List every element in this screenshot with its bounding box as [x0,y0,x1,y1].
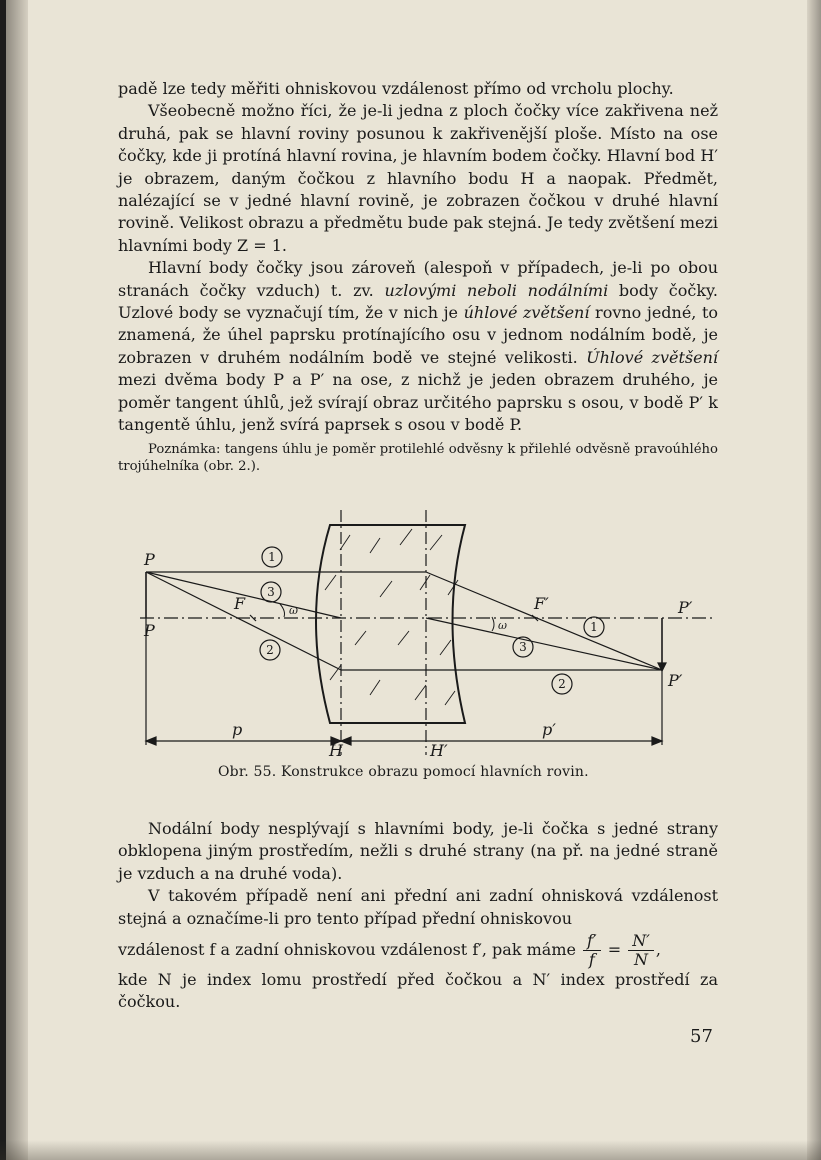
term-angular-magnification: úhlové zvětšení [463,303,590,323]
label-F-prime: F′ [534,594,549,613]
label-P-left-axis: P [144,621,155,640]
lens-diagram [130,505,720,790]
svg-text:1: 1 [590,620,598,634]
label-P-prime-lower: P′ [668,671,683,690]
label-H: H [329,741,343,760]
svg-text:3: 3 [519,640,527,654]
page-edge [807,0,821,1160]
ray-1b [426,572,662,670]
label-omega-right: ω [498,619,507,632]
svg-text:3: 3 [267,585,275,599]
paragraph-2: Všeobecně možno říci, že je-li jedna z ploch čočky více zakřivena než druhá, pak se hlavní roviny posunou k zakřivenější ploše. Místo na ose čočky, kde ji protíná hlavní rovina, je hlavním bodem čočky. Hlavní bod H′ je obrazem, daným čočkou z hlavního bodu H a naopak. Předmět, nalézající se v jedné hlavní rovině, je zobrazen čočkou v druhé hlavní rovině. Velikost obrazu a předmětu bude pak stejná. Je tedy zvětšení mezi hlavními body Z = 1. [118,101,718,255]
svg-text:2: 2 [558,677,566,691]
page-bottom-shadow [0,1140,821,1160]
label-p: p [232,720,243,739]
formula-line: vzdálenost f a zadní ohniskovou vzdálenost f′, pak máme $\frac{f'}{f}$ = $\frac{N'}{N}$ , [118,931,661,970]
label-P: P [144,550,155,569]
label-p-prime: p′ [542,720,556,739]
svg-text:1: 1 [268,550,276,564]
label-omega-left: ω [289,604,298,617]
footnote: Poznámka: tangens úhlu je poměr protilehlé odvěsny k přilehlé odvěsně pravoúhlého trojúhelníka (obr. 2.). [118,441,718,474]
paragraph-6: kde N je index lomu prostředí před čočkou a N′ index prostředí za čočkou. [118,970,718,1012]
binding-curve [6,0,28,1160]
paragraph-1: padě lze tedy měřiti ohniskovou vzdálenost přímo od vrcholu plochy. [118,79,674,98]
para3-part1: Hlavní body čočky jsou zároveň (alespoň v případech, je-li po obou stranách čočky vzduch) t. zv. [118,258,718,300]
para3-part4: mezi dvěma body P a P′ na ose, z nichž je jeden obrazem druhého, je poměr tangent úhlů, jež svírají obraz určitého paprsku s osou, v bodě P′ k tangentě úhlu, jenž svírá paprsek s osou v bodě P. [118,370,718,435]
label-H-prime: H′ [430,741,448,760]
paragraph-5: V takovém případě není ani přední ani zadní ohnisková vzdálenost stejná a označíme-li pro tento případ přední ohniskovou [118,886,718,928]
ray-2a [146,572,341,670]
term-nodal-points: uzlovými neboli nodálními [384,280,609,300]
paragraph-3 [118,257,718,436]
fraction-f: $\frac{f'}{f}$ [583,932,601,969]
lens-outline [316,525,465,723]
label-P-prime: P′ [678,598,693,617]
para3-part2: body čočky. Uzlové body se vyznačují tím, že v nich je [118,280,719,323]
fraction-n: $\frac{N'}{N}$ [628,932,654,969]
term-angular-magnification-2: Úhlové zvětšení [586,347,718,367]
paragraph-4: Nodální body nesplývají s hlavními body, je-li čočka s jedné strany obklopena jiným prostředím, nežli s druhé strany (na př. na jedné straně je vzduch a na druhé voda). [118,819,718,883]
figure-caption: Obr. 55. Konstrukce obrazu pomocí hlavních rovin. [218,764,589,780]
svg-text:2: 2 [266,643,274,657]
para3-part3: rovno jedné, to znamená, že úhel paprsku protínajícího osu v jednom nodálním bodě, je zobrazen v druhém nodálním bodě ve stejné velikosti. [118,303,719,367]
label-F: F [234,594,246,613]
page-number: 57 [690,1026,713,1047]
top-text-block [118,78,718,475]
ray-3b [426,618,662,670]
bottom-text-block [118,818,718,1014]
